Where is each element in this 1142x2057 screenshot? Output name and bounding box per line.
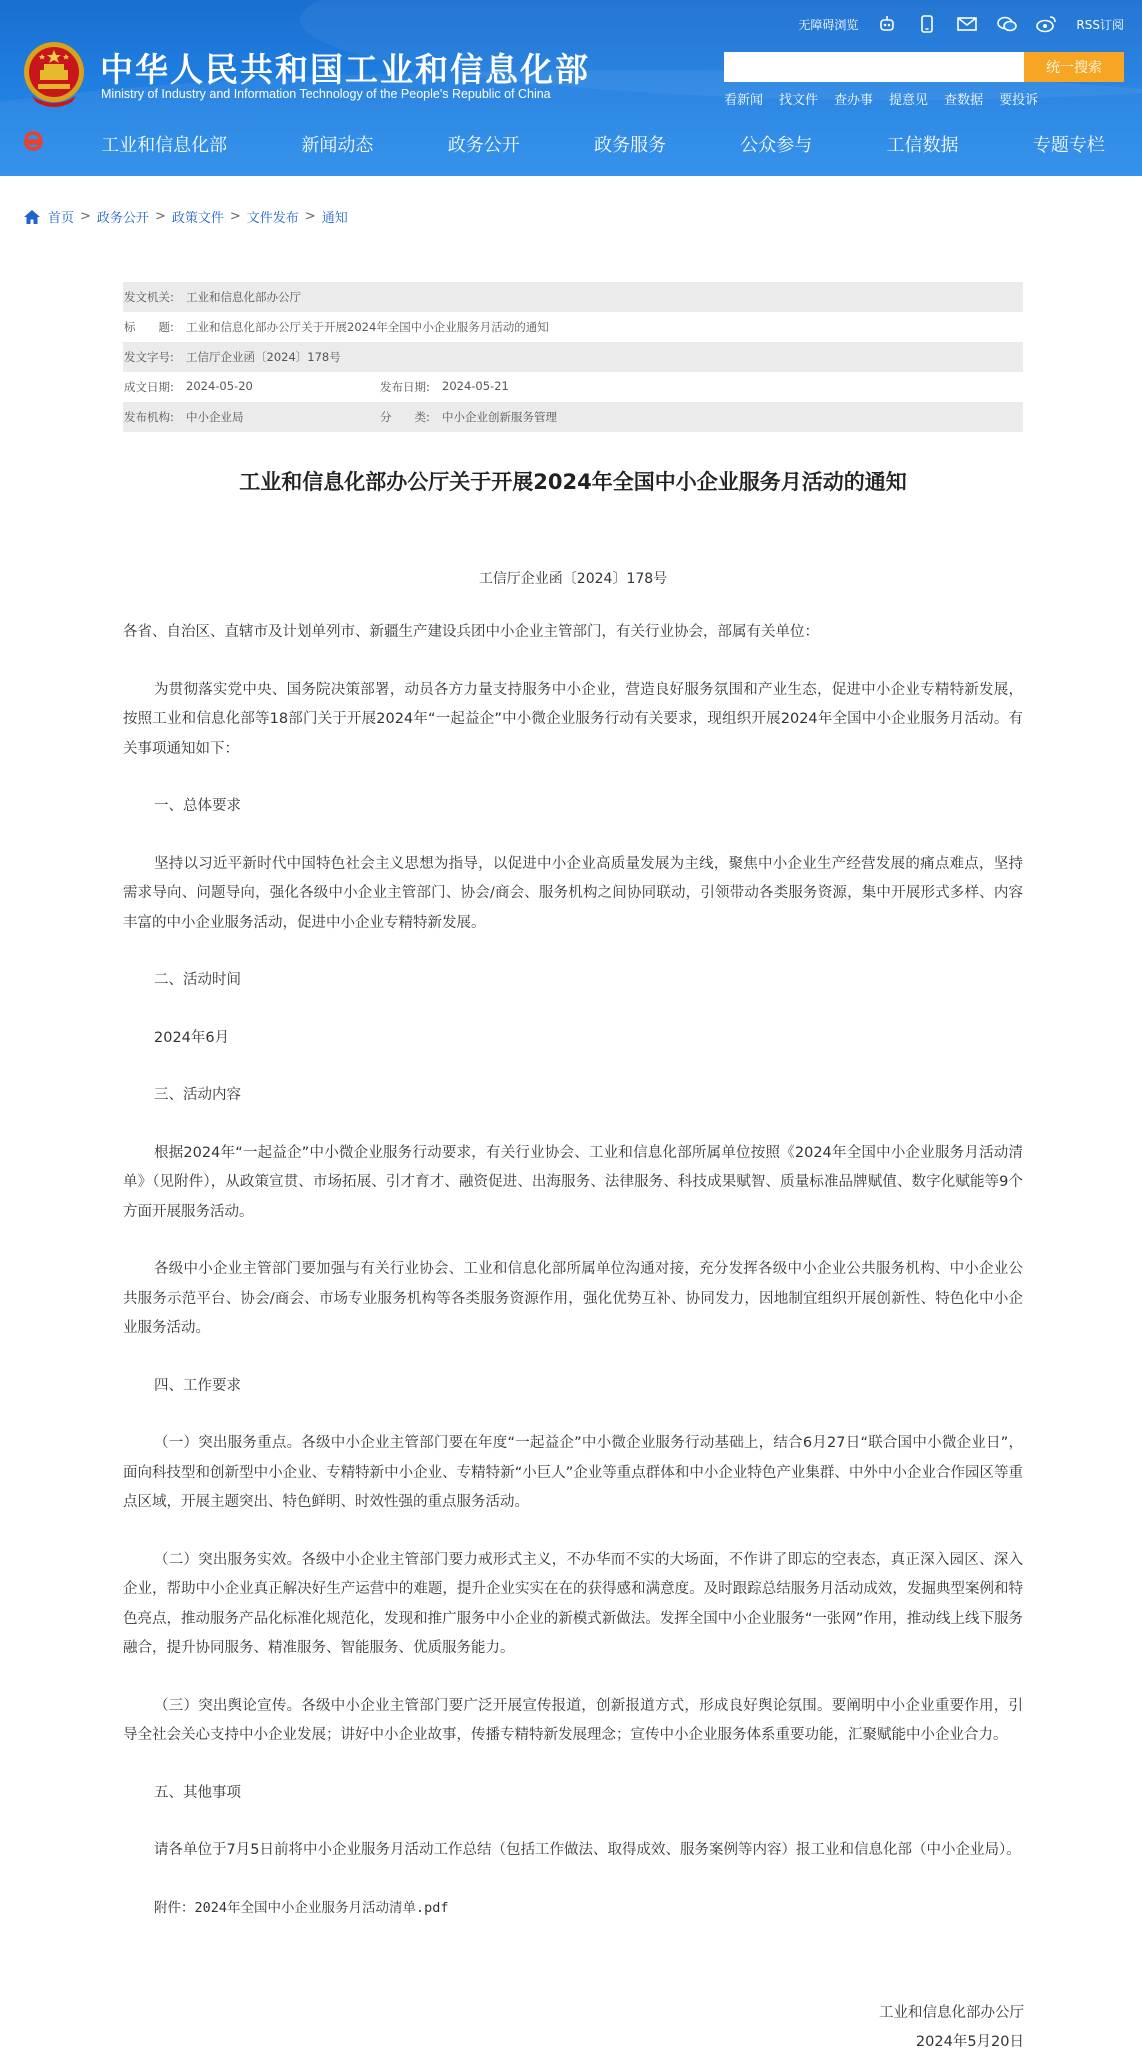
section-heading: 三、活动内容 xyxy=(154,1087,241,1103)
body-paragraph: 坚持以习近平新时代中国特色社会主义思想为指导，以促进中小企业高质量发展为主线，聚焦中小企业生产经营发展的痛点难点，坚持需求导向、问题导向，强化各级中小企业主管部门、协会/商会、服务机构之间协同联动，引领带动各类服务资源，集中开展形式多样、内容丰富的中小企业服务活动，促进中小企业专精特新发展。 xyxy=(123,855,1023,931)
site-title: 中华人民共和国工业和信息化部 xyxy=(100,50,590,89)
national-emblem-icon xyxy=(22,40,86,108)
breadcrumb-home[interactable]: 首页 xyxy=(48,211,75,226)
addressee-paragraph: 各省、自治区、直辖市及计划单列市、新疆生产建设兵团中小企业主管部门，有关行业协会，部属有关单位： xyxy=(123,624,819,640)
quick-link-services[interactable]: 查办事 xyxy=(834,93,874,108)
quick-link-feedback[interactable]: 提意见 xyxy=(889,93,929,108)
rss-link[interactable]: RSS订阅 xyxy=(1076,17,1124,32)
quick-link-files[interactable]: 找文件 xyxy=(779,93,819,108)
section-heading: 四、工作要求 xyxy=(154,1377,241,1394)
quick-links xyxy=(724,89,1038,108)
breadcrumb-separator: > xyxy=(229,209,241,224)
body-paragraph: 各级中小企业主管部门要加强与有关行业协会、工业和信息化部所属单位沟通对接，充分发挥各级中小企业公共服务机构、中小企业公共服务示范平台、协会/商会、市场专业服务机构等各类服务资源作用，强化优势互补、协同发力，因地制宜组织开展创新性、特色化中小企业服务活动。 xyxy=(123,1261,1023,1336)
accessibility-link[interactable]: 无障碍浏览 xyxy=(798,17,859,32)
meta-label: 发布机构: xyxy=(124,410,174,424)
nav-item-data[interactable]: 工信数据 xyxy=(886,135,959,156)
weibo-icon[interactable] xyxy=(1036,13,1058,35)
quick-link-data[interactable]: 查数据 xyxy=(944,93,984,108)
nav-item-services[interactable]: 政务服务 xyxy=(593,135,666,156)
meta-org: 中小企业局 xyxy=(186,410,244,424)
section-heading: 二、活动时间 xyxy=(154,972,241,988)
meta-title: 工业和信息化部办公厅关于开展2024年全国中小企业服务月活动的通知 xyxy=(186,320,549,334)
quick-link-news[interactable]: 看新闻 xyxy=(724,93,764,108)
breadcrumb-file-release[interactable]: 文件发布 xyxy=(246,211,299,226)
article-body xyxy=(123,618,1023,1951)
main-nav xyxy=(64,122,1142,166)
body-paragraph: （二）突出服务实效。各级中小企业主管部门要力戒形式主义，不办华而不实的大场面，不作讲了即忘的空表态，真正深入园区、深入企业，帮助中小企业真正解决好生产运营中的难题，提升企业实实在在的获得感和满意度。及时跟踪总结服务月活动成效，发掘典型案例和特色亮点，推动服务产品化标准化规范化，发现和推广服务中小企业的新模式新做法。发挥全国中小企业服务“一张网”作用，推动线上线下服务融合，提升协同服务、精准服务、智能服务、优质服务能力。 xyxy=(123,1551,1023,1656)
meta-label: 标 题: xyxy=(124,320,174,334)
home-icon[interactable] xyxy=(24,210,40,224)
meta-label: 发文字号: xyxy=(124,350,174,364)
section-heading: 五、其他事项 xyxy=(154,1784,241,1801)
breadcrumb-separator: > xyxy=(304,209,316,224)
meta-label: 成文日期: xyxy=(124,380,174,394)
meta-label: 发文机关: xyxy=(124,290,174,304)
breadcrumb-notice[interactable]: 通知 xyxy=(321,211,348,226)
breadcrumb-policy-files[interactable]: 政策文件 xyxy=(171,211,224,226)
breadcrumb-separator: > xyxy=(154,209,166,224)
robot-icon[interactable] xyxy=(876,13,898,35)
body-paragraph: （三）突出舆论宣传。各级中小企业主管部门要广泛开展宣传报道，创新报道方式，形成良好舆论氛围。要阐明中小企业重要作用，引导全社会关心支持中小企业发展；讲好中小企业故事，传播专精特新发展理念；宣传中小企业服务体系重要功能，汇聚赋能中小企业合力。 xyxy=(123,1697,1023,1743)
body-paragraph: 为贯彻落实党中央、国务院决策部署，动员各方力量支持服务中小企业，营造良好服务氛围和产业生态，促进中小企业专精特新发展，按照工业和信息化部等18部门关于开展2024年“一起益企”中小微企业服务行动有关要求，现组织开展2024年全国中小企业服务月活动。有关事项通知如下： xyxy=(123,681,1023,757)
meta-row-docno xyxy=(123,342,1023,372)
quick-link-complaint[interactable]: 要投诉 xyxy=(999,93,1039,108)
body-paragraph: 请各单位于7月5日前将中小企业服务月活动工作总结（包括工作做法、取得成效、服务案例等内容）报工业和信息化部（中小企业局）。 xyxy=(154,1842,1021,1858)
top-toolbar xyxy=(798,10,1124,38)
mobile-icon[interactable] xyxy=(916,13,938,35)
wechat-icon[interactable] xyxy=(996,13,1018,35)
nav-item-topics[interactable]: 专题专栏 xyxy=(1032,135,1105,156)
nav-item-public-participation[interactable]: 公众参与 xyxy=(740,135,813,156)
meta-label: 发布日期: xyxy=(380,380,430,394)
meta-label: 分 类: xyxy=(380,410,430,424)
breadcrumb-government-affairs[interactable]: 政务公开 xyxy=(96,211,149,226)
signature-org: 工业和信息化部办公厅 xyxy=(879,2005,1024,2021)
nav-item-ministry[interactable]: 工业和信息化部 xyxy=(101,135,228,156)
meta-row-dates xyxy=(123,372,1023,402)
meta-created-date: 2024-05-20 xyxy=(186,379,253,393)
meta-row-title xyxy=(123,312,1023,342)
meta-category: 中小企业创新服务管理 xyxy=(442,410,557,424)
site-subtitle: Ministry of Industry and Information Technology of the People's Republic of China xyxy=(101,87,551,101)
nav-item-news[interactable]: 新闻动态 xyxy=(301,135,374,156)
meta-row-org xyxy=(123,402,1023,432)
signature-date: 2024年5月20日 xyxy=(915,2034,1024,2050)
breadcrumb xyxy=(24,207,348,226)
site-header xyxy=(0,0,1142,176)
body-paragraph: （一）突出服务重点。各级中小企业主管部门要在年度“一起益企”中小微企业服务行动基础上，结合6月27日“联合国中小微企业日”，面向科技型和创新型中小企业、专精特新中小企业、专精特新“小巨人”企业等重点群体和中小企业特色产业集群、中外中小企业合作园区等重点区域，开展主题突出、特色鲜明、时效性强的重点服务活动。 xyxy=(123,1435,1023,1510)
article-title: 工业和信息化部办公厅关于开展2024年全国中小企业服务月活动的通知 xyxy=(239,470,907,494)
search-input[interactable] xyxy=(724,52,1024,82)
document-meta-table xyxy=(123,282,1023,432)
e-logo-icon[interactable] xyxy=(20,128,46,154)
meta-issuer: 工业和信息化部办公厅 xyxy=(186,290,301,304)
article-docno: 工信厅企业函〔2024〕178号 xyxy=(478,571,668,587)
mail-icon[interactable] xyxy=(956,13,978,35)
body-paragraph: 根据2024年“一起益企”中小微企业服务行动要求，有关行业协会、工业和信息化部所属单位按照《2024年全国中小企业服务月活动清单》（见附件），从政策宣贯、市场拓展、引才育才、融资促进、出海服务、法律服务、科技成果赋智、质量标准品牌赋值、数字化赋能等9个方面开展服务活动。 xyxy=(123,1144,1023,1220)
body-paragraph: 2024年6月 xyxy=(154,1029,230,1046)
section-heading: 一、总体要求 xyxy=(154,798,241,814)
breadcrumb-separator: > xyxy=(80,209,91,224)
meta-docno: 工信厅企业函〔2024〕178号 xyxy=(186,350,341,364)
attachment-link[interactable]: 附件：2024年全国中小企业服务月活动清单.pdf xyxy=(154,1899,449,1916)
nav-item-government-affairs[interactable]: 政务公开 xyxy=(447,135,520,156)
meta-published-date: 2024-05-21 xyxy=(442,379,509,393)
meta-row-issuer xyxy=(123,282,1023,312)
search-button[interactable]: 统一搜索 xyxy=(1024,52,1124,82)
